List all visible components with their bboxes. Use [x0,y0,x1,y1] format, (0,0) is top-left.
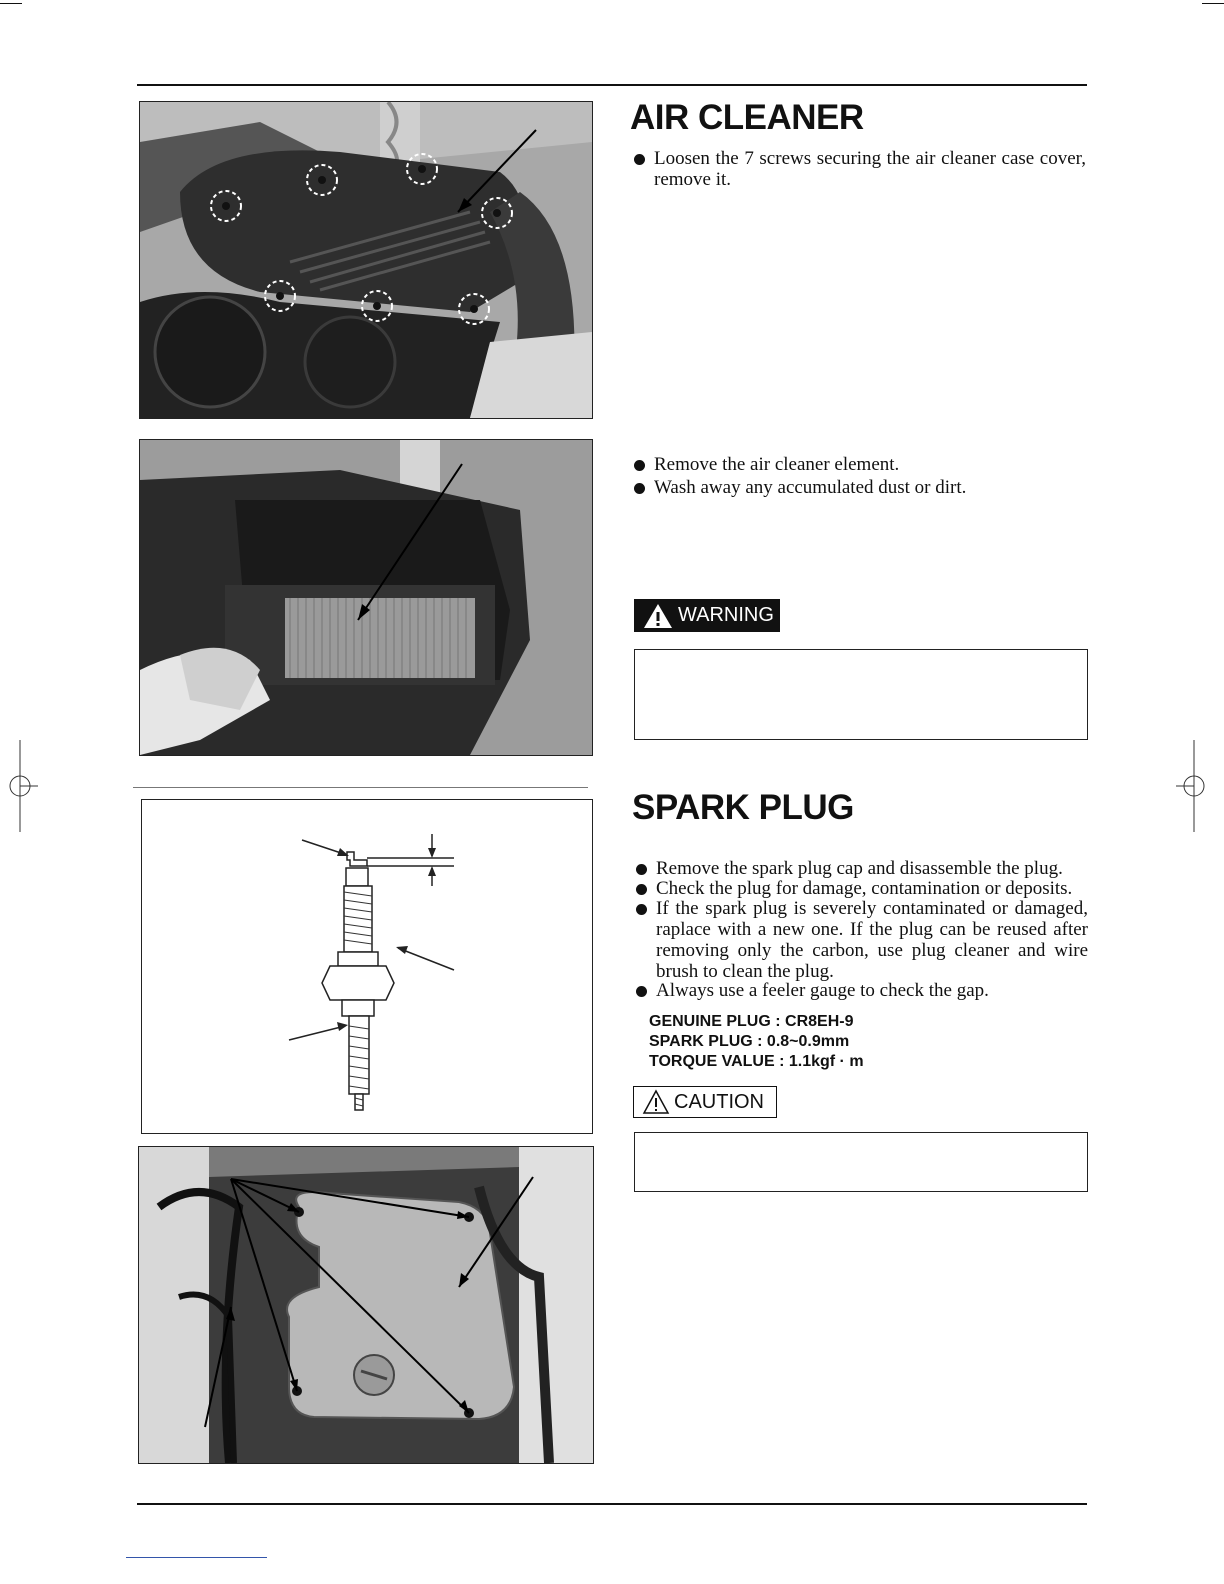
section-divider [133,787,588,788]
air-cleaner-bullet-3: Wash away any accumulated dust or dirt. [634,477,1086,498]
spark-plug-title: SPARK PLUG [632,788,854,827]
bullet-icon [634,460,645,471]
spark-plug-bullet-1: Remove the spark plug cap and disassemble the plug. [636,858,1088,879]
air-cleaner-title: AIR CLEANER [630,98,864,137]
air-cleaner-element-photo [139,439,593,756]
bottom-rule [137,1503,1087,1505]
bullet-icon [636,864,647,875]
engine-cover-photo [138,1146,594,1464]
bullet-icon [636,904,647,915]
crop-mark-top-left [0,3,22,4]
caution-label: CAUTION [633,1086,777,1118]
registration-mark-right [1176,740,1206,832]
bullet-icon [634,154,645,165]
warning-label: WARNING [634,599,780,632]
air-cleaner-bullet-2: Remove the air cleaner element. [634,454,1086,475]
caution-box [634,1132,1088,1192]
bottom-link-underline [126,1557,267,1558]
bullet-icon [636,986,647,997]
bullet-icon [634,483,645,494]
bullet-icon [636,884,647,895]
spec-torque-value: TORQUE VALUE : 1.1kgf · m [649,1053,864,1070]
registration-mark-left [8,740,38,832]
warning-triangle-icon [642,602,674,630]
air-cleaner-bullet-1: Loosen the 7 screws securing the air cleaner case cover, remove it. [634,148,1086,190]
caution-triangle-icon [642,1089,670,1115]
air-cleaner-cover-photo [139,101,593,419]
spark-plug-bullet-4: Always use a feeler gauge to check the gap. [636,980,1088,1001]
spec-genuine-plug: GENUINE PLUG : CR8EH-9 [649,1013,854,1030]
spark-plug-bullet-2: Check the plug for damage, contamination or deposits. [636,878,1088,899]
spark-plug-diagram [141,799,593,1134]
spec-spark-plug-gap: SPARK PLUG : 0.8~0.9mm [649,1033,850,1050]
top-rule [137,84,1087,86]
crop-mark-top-right [1202,3,1224,4]
warning-box [634,649,1088,740]
spark-plug-bullet-3: If the spark plug is severely contaminated or damaged, raplace with a new one. If the plug can be reused after removing only the carbon, use plug cleaner and wire brush to clean the plug. [636,898,1088,982]
